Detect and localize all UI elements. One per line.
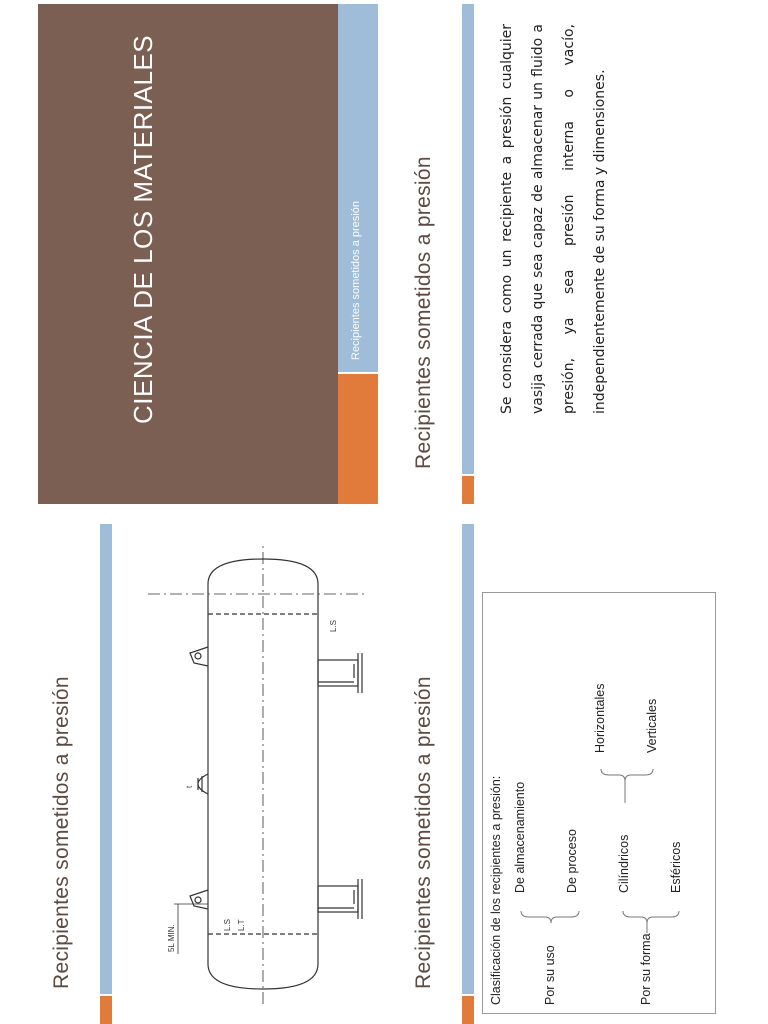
header-orange-bar (462, 996, 474, 1024)
proceso-label: De proceso (565, 829, 579, 893)
title-slide (38, 4, 378, 504)
header-blue-bar (100, 524, 112, 994)
definition-text: Se considera como un recipiente a presión cualquier vasija cerrada que sea capaz de almacenar un fluido a presión, ya sea presión interna o vacío, independientemente de su forma y dimensiones. (499, 24, 608, 414)
classification-box (482, 592, 716, 1014)
ls-left-label: L.S (223, 918, 232, 931)
title-slide-title: CIENCIA DE LOS MATERIALES (128, 34, 158, 424)
cilindricos-label: Cilíndricos (617, 834, 631, 893)
definition-slide-title: Recipientes sometidos a presión (412, 156, 435, 469)
classification-slide-title: Recipientes sometidos a presión (412, 676, 435, 989)
esfericos-label: Esféricos (669, 841, 683, 893)
horizontales-label: Horizontales (593, 683, 607, 753)
almacenamiento-label: De almacenamiento (513, 781, 527, 893)
min-length-label: 5L MIN. (167, 924, 176, 952)
drawing-slide-title: Recipientes sometidos a presión (50, 676, 73, 989)
title-slide-banner (38, 4, 338, 504)
drawing-slide (38, 524, 378, 1024)
title-slide-blue-bar (338, 4, 378, 372)
thickness-label: t (185, 785, 194, 788)
classification-braces (483, 593, 715, 1013)
ls-right-label: L.S (329, 619, 338, 632)
header-orange-bar (462, 476, 474, 504)
header-blue-bar (462, 524, 474, 994)
por-forma-label: Por su forma (639, 933, 653, 1005)
verticales-label: Verticales (645, 698, 659, 753)
header-orange-bar (100, 996, 112, 1024)
classification-heading: Clasificación de los recipientes a presión: (489, 775, 503, 1005)
header-blue-bar (462, 4, 474, 474)
title-slide-subtitle: Recipientes sometidos a presión (350, 201, 362, 360)
definition-slide (400, 4, 740, 504)
pressure-vessel-drawing (118, 524, 378, 1024)
classification-slide (400, 524, 740, 1024)
lt-left-label: L.T (237, 919, 246, 931)
por-uso-label: Por su uso (543, 945, 557, 1005)
title-slide-orange-bar (338, 374, 378, 504)
